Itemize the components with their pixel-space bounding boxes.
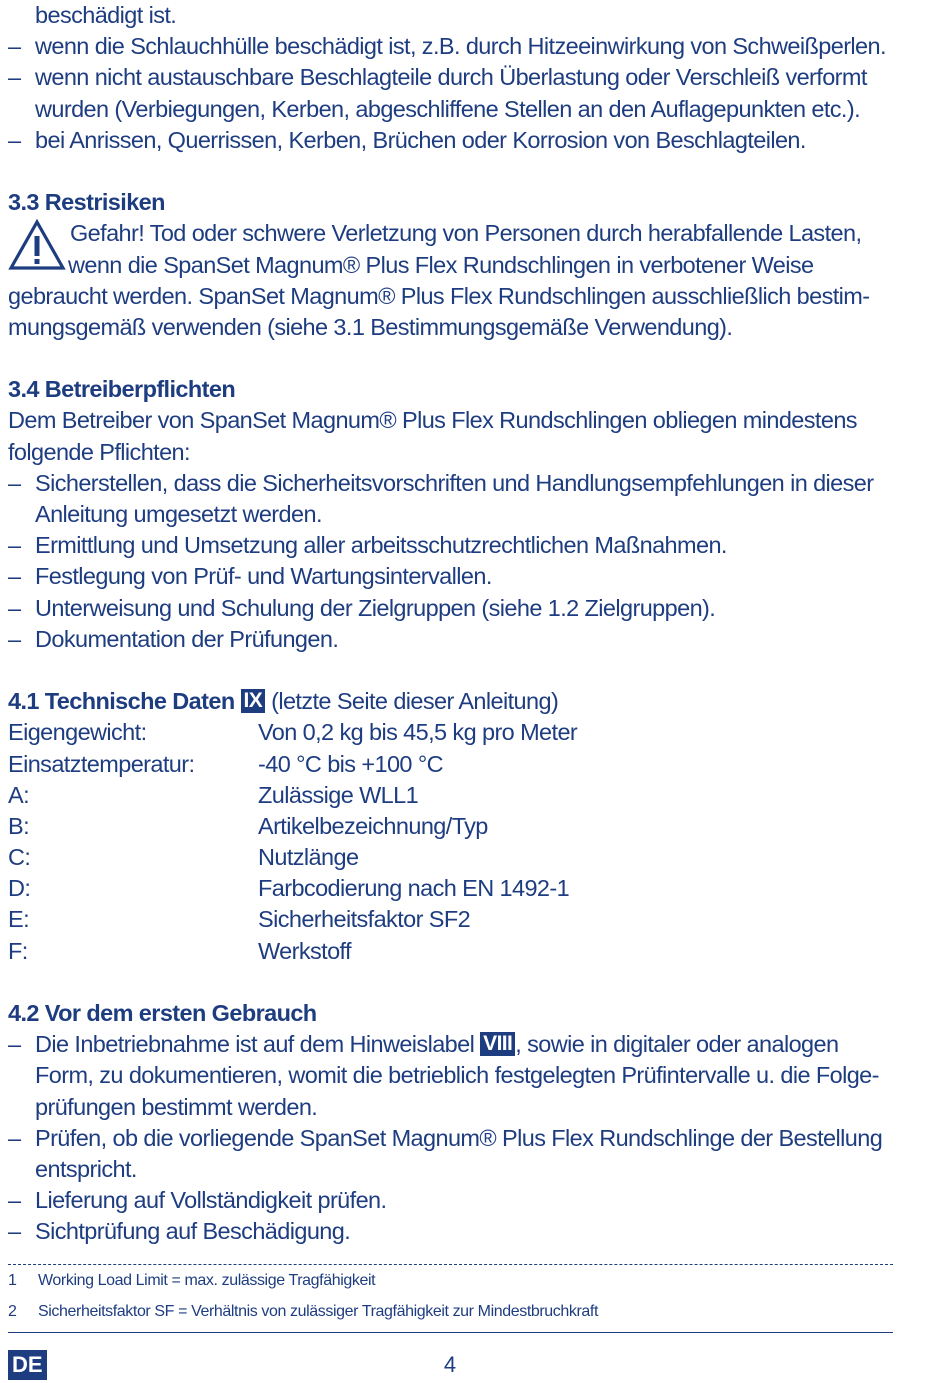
- list-text: Prüfen, ob die vorliegende SpanSet Magnum® Plus Flex Rundschlinge der Bestellung: [35, 1124, 883, 1151]
- data-row: [8, 842, 908, 873]
- heading-4-2: 4.2 Vor dem ersten Gebrauch: [8, 1000, 317, 1026]
- figure-ref-badge: IX: [241, 689, 266, 713]
- footnote-number: 1: [8, 1272, 17, 1289]
- list-text: Dokumentation der Prüfungen.: [35, 625, 339, 652]
- data-row: [8, 780, 908, 811]
- list-item-line: [8, 1216, 908, 1247]
- list-text: entspricht.: [35, 1155, 137, 1182]
- footnote-text: Working Load Limit = max. zulässige Tragfähigkeit: [38, 1272, 376, 1289]
- footnotes: [8, 1270, 908, 1332]
- list-text: , sowie in digitaler oder analogen: [515, 1031, 839, 1058]
- footer-rule: [8, 1332, 893, 1333]
- data-key: E:: [8, 906, 30, 933]
- data-row: [8, 717, 908, 748]
- data-row: [8, 904, 908, 935]
- list-item-line: [8, 1029, 908, 1060]
- list-item-line: [8, 62, 908, 93]
- warning-triangle-icon: [8, 219, 66, 271]
- data-value: Artikelbezeichnung/Typ: [258, 812, 488, 839]
- list-text: Unterweisung und Schulung der Zielgruppen (siehe 1.2 Zielgruppen).: [35, 594, 716, 621]
- list-text: Sicherstellen, dass die Sicherheitsvorschriften und Handlungsempfehlungen in dieser: [35, 469, 874, 496]
- data-value: Von 0,2 kg bis 45,5 kg pro Meter: [258, 719, 578, 746]
- list-dash: –: [8, 33, 21, 60]
- list-item-line: [8, 1185, 908, 1216]
- data-key: F:: [8, 937, 28, 964]
- heading-4-1-title: 4.1 Technische Daten: [8, 688, 235, 715]
- footnote-separator: [8, 1264, 893, 1265]
- footnote-1: [8, 1270, 908, 1301]
- duties-list: [8, 468, 908, 655]
- list-dash: –: [8, 532, 21, 559]
- intro-list: [8, 31, 908, 156]
- data-value: Sicherheitsfaktor SF2: [258, 906, 471, 933]
- heading-3-3: 3.3 Restrisiken: [8, 189, 165, 216]
- paragraph-line: folgende Pflichten:: [8, 438, 190, 465]
- list-text: Lieferung auf Vollständigkeit prüfen.: [35, 1187, 387, 1214]
- data-row: [8, 811, 908, 842]
- list-text: wurden (Verbiegungen, Kerben, abgeschliffene Stellen an den Auflagepunkten etc.).: [35, 95, 861, 122]
- list-dash: –: [8, 469, 21, 496]
- list-item-line: [8, 31, 908, 62]
- list-item-line: [8, 561, 908, 592]
- warning-line-1: Gefahr! Tod oder schwere Verletzung von Personen durch herabfallende Lasten,: [70, 220, 862, 247]
- data-row: [8, 749, 908, 780]
- data-value: Zulässige WLL1: [258, 781, 419, 808]
- list-text: wenn nicht austauschbare Beschlagteile durch Überlastung oder Verschleiß verformt: [35, 64, 867, 91]
- list-item-line: Form, zu dokumentieren, womit die betrieblich festgelegten Prüfintervalle u. die Folge-: [35, 1062, 879, 1089]
- data-key: B:: [8, 812, 30, 839]
- list-dash: –: [8, 1218, 21, 1245]
- data-key: Eigengewicht:: [8, 719, 147, 746]
- list-text: bei Anrissen, Querrissen, Kerben, Brüchen oder Korrosion von Beschlagteilen.: [35, 126, 806, 153]
- list-text: Festlegung von Prüf- und Wartungsintervallen.: [35, 563, 492, 590]
- data-value: Nutzlänge: [258, 844, 359, 871]
- data-key: A:: [8, 781, 30, 808]
- list-text: Anleitung umgesetzt werden.: [35, 501, 322, 527]
- first-use-list: [8, 1123, 908, 1248]
- list-dash: –: [8, 64, 21, 91]
- data-key: Einsatztemperatur:: [8, 750, 195, 777]
- data-key: D:: [8, 875, 31, 902]
- list-dash: –: [8, 1124, 21, 1151]
- paragraph-line: mungsgemäß verwenden (siehe 3.1 Bestimmungsgemäße Verwendung).: [8, 313, 733, 340]
- data-value: Farbcodierung nach EN 1492-1: [258, 875, 570, 902]
- list-dash: –: [8, 625, 21, 652]
- warning-line-2: wenn die SpanSet Magnum® Plus Flex Rundschlingen in verbotener Weise: [68, 251, 814, 278]
- list-item-line: [8, 1123, 908, 1154]
- list-item-line: [8, 125, 908, 156]
- page-number: 4: [443, 1352, 457, 1377]
- list-item-line: [8, 593, 908, 624]
- footnote-number: 2: [8, 1303, 17, 1320]
- list-dash: –: [8, 563, 21, 590]
- list-item-line: prüfungen bestimmt werden.: [35, 1093, 318, 1120]
- footnote-text: Sicherheitsfaktor SF = Verhältnis von zulässiger Tragfähigkeit zur Mindestbruchkraft: [38, 1303, 599, 1320]
- technical-data-table: [8, 717, 908, 967]
- list-text: Sichtprüfung auf Beschädigung.: [35, 1218, 351, 1245]
- list-text: wenn die Schlauchhülle beschädigt ist, z.B. durch Hitzeeinwirkung von Schweißperlen.: [35, 33, 886, 60]
- list-item-line: [8, 624, 908, 655]
- data-value: -40 °C bis +100 °C: [258, 750, 443, 777]
- list-item-line: [8, 1154, 908, 1185]
- data-row: [8, 873, 908, 904]
- footnote-2: [8, 1301, 908, 1332]
- figure-ref-badge: VIII: [480, 1032, 515, 1056]
- list-text: Ermittlung und Umsetzung aller arbeitsschutzrechtlichen Maßnahmen.: [35, 532, 727, 559]
- continuation-line: beschädigt ist.: [35, 2, 177, 28]
- list-item-line: [8, 499, 908, 530]
- warning-block: [8, 218, 908, 280]
- language-badge: DE: [8, 1350, 47, 1380]
- list-dash: –: [8, 1031, 21, 1058]
- paragraph-line: gebraucht werden. SpanSet Magnum® Plus Flex Rundschlingen ausschließlich bestim-: [8, 282, 870, 309]
- list-dash: –: [8, 126, 21, 153]
- body-text: [8, 0, 908, 1248]
- list-text: Die Inbetriebnahme ist auf dem Hinweislabel: [35, 1031, 481, 1058]
- list-dash: –: [8, 1187, 21, 1214]
- paragraph-line: Dem Betreiber von SpanSet Magnum® Plus Flex Rundschlingen obliegen mindestens: [8, 407, 857, 434]
- data-key: C:: [8, 844, 31, 871]
- list-item-line: [8, 94, 908, 125]
- data-row: [8, 936, 908, 967]
- heading-3-4: 3.4 Betreiberpflichten: [8, 376, 236, 403]
- list-item-line: [8, 530, 908, 561]
- data-value: Werkstoff: [258, 937, 351, 964]
- heading-4-1: [8, 686, 908, 717]
- list-dash: –: [8, 594, 21, 621]
- list-item-line: [8, 468, 908, 499]
- heading-4-1-note: (letzte Seite dieser Anleitung): [265, 688, 559, 715]
